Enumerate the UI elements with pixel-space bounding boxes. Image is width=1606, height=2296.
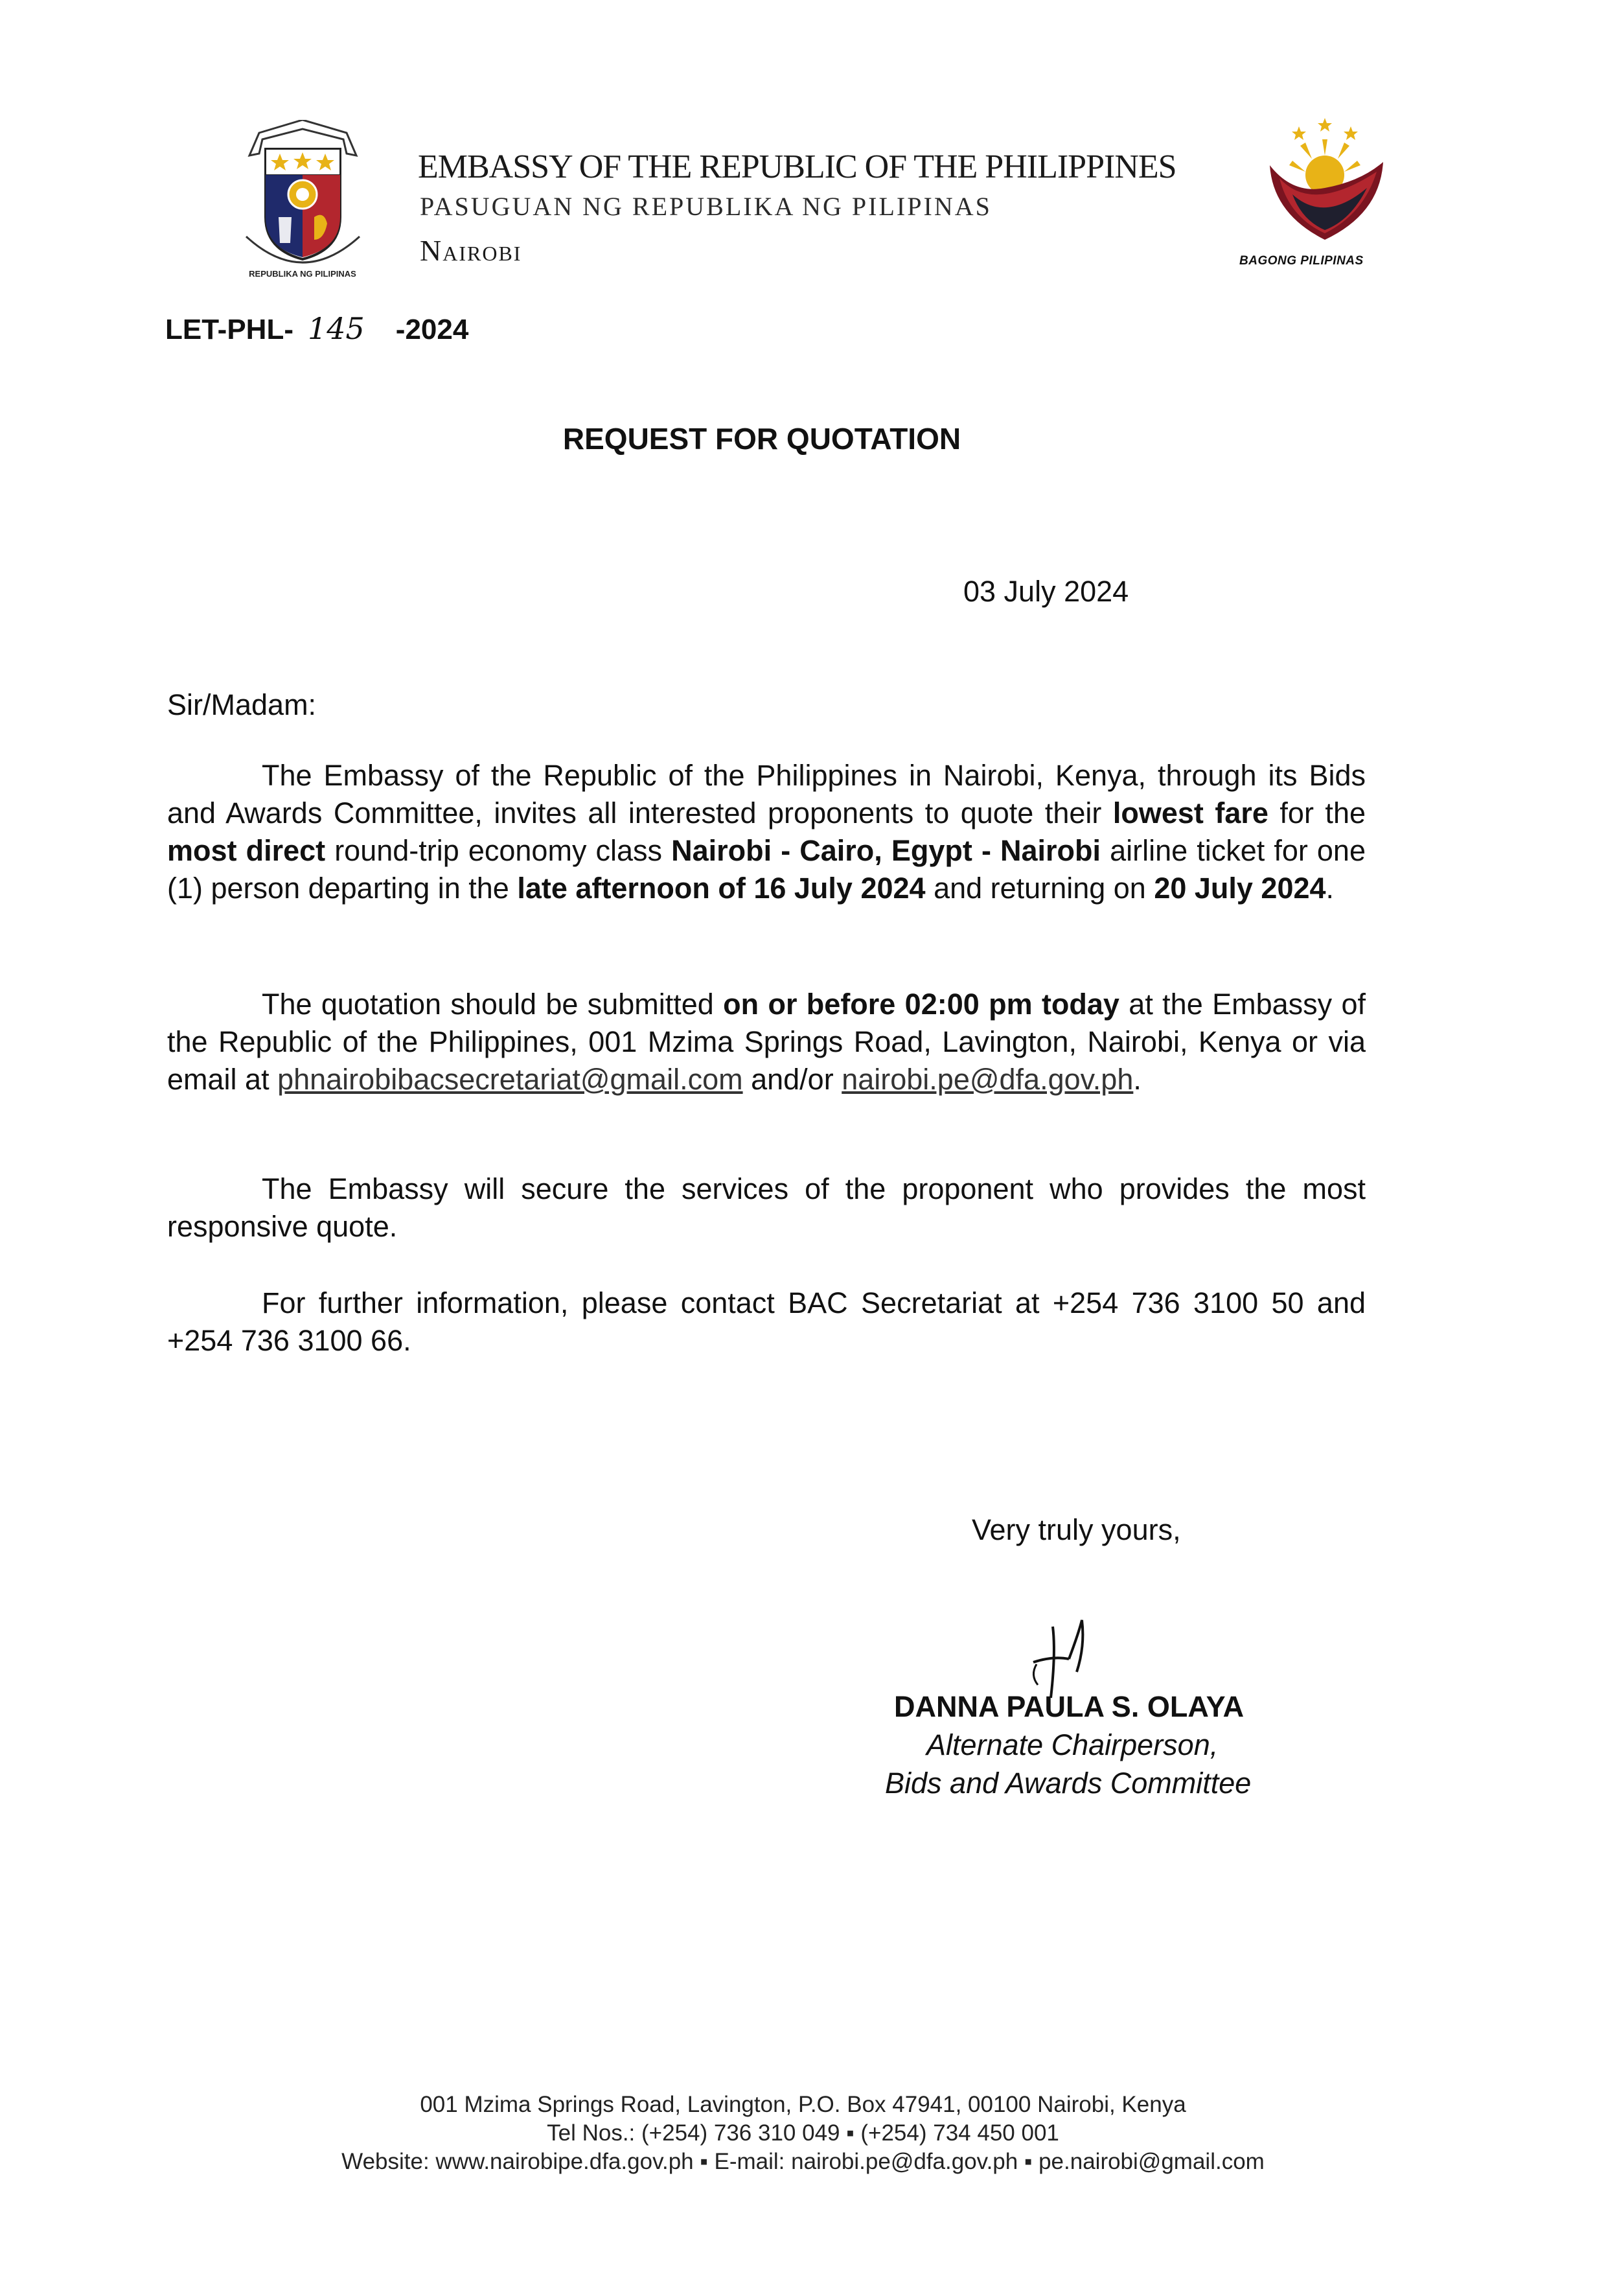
closing: Very truly yours, <box>972 1513 1181 1546</box>
reference-handwritten-number: 145 <box>307 311 365 346</box>
embassy-name-filipino: PASUGUAN NG REPUBLIKA NG PILIPINAS <box>420 192 992 221</box>
paragraph-contact: For further information, please contact BAC Secretariat at +254 736 3100 50 and +254 736 3100 66. <box>167 1286 1366 1357</box>
footer-phone: Tel Nos.: (+254) 736 310 049 ▪ (+254) 734 450 001 <box>547 2120 1059 2146</box>
bac-secretariat-email-link[interactable]: phnairobibacsecretariat@gmail.com <box>277 1063 743 1096</box>
document-title: REQUEST FOR QUOTATION <box>562 422 961 456</box>
footer-address: 001 Mzima Springs Road, Lavington, P.O. Box 47941, 00100 Nairobi, Kenya <box>420 2092 1186 2117</box>
embassy-email-link[interactable]: nairobi.pe@dfa.gov.ph <box>842 1063 1134 1096</box>
philippine-coat-of-arms-icon <box>233 120 373 282</box>
salutation: Sir/Madam: <box>167 688 317 721</box>
embassy-name-english: EMBASSY OF THE REPUBLIC OF THE PHILIPPINES <box>418 148 1176 185</box>
seal-caption: REPUBLIKA NG PILIPINAS <box>249 269 356 279</box>
bagong-pilipinas-logo-icon <box>1254 117 1396 246</box>
paragraph-submission: The quotation should be submitted on or before 02:00 pm today at the Embassy of the Republic of the Philippines, 001 Mzima Springs Road, Lavington, Nairobi, Kenya or via email at phnairobibacsecretariat@gmail.com and/or nairobi.pe@dfa.gov.ph. <box>167 988 1366 1096</box>
reference-suffix: -2024 <box>395 314 469 345</box>
reference-number <box>165 311 468 346</box>
signatory-name: DANNA PAULA S. OLAYA <box>894 1690 1245 1723</box>
reference-prefix: LET-PHL- <box>165 314 293 345</box>
footer-web-email: Website: www.nairobipe.dfa.gov.ph ▪ E-mail: nairobi.pe@dfa.gov.ph ▪ pe.nairobi@gmail.com <box>341 2149 1265 2174</box>
bagong-pilipinas-label: BAGONG PILIPINAS <box>1239 254 1364 268</box>
document-date: 03 July 2024 <box>963 575 1129 608</box>
paragraph-invitation: The Embassy of the Republic of the Philippines in Nairobi, Kenya, through its Bids and Awards Committee, invites all interested proponents to quote their lowest fare for the most direct round-trip economy class Nairobi - Cairo, Egypt - Nairobi airline ticket for one (1) person departing in the late afternoon of 16 July 2024 and returning on 20 July 2024. <box>167 759 1366 905</box>
signatory-committee: Bids and Awards Committee <box>885 1767 1252 1800</box>
paragraph-selection: The Embassy will secure the services of the proponent who provides the most responsive quote. <box>167 1172 1366 1243</box>
signatory-role: Alternate Chairperson, <box>926 1728 1219 1761</box>
embassy-city: Nairobi <box>420 234 522 267</box>
